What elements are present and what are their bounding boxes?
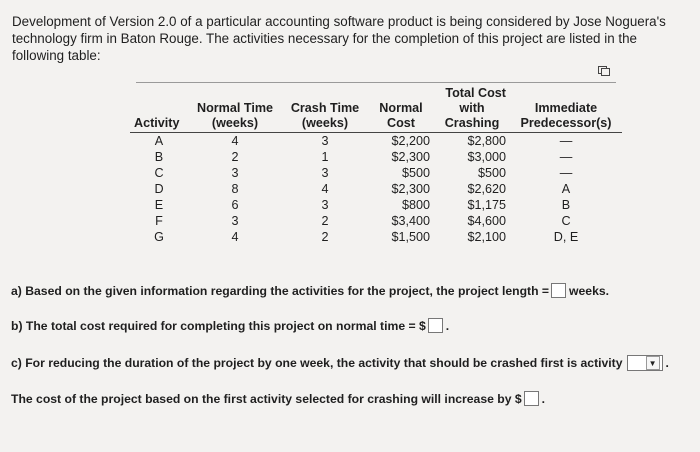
cell-normal-cost: $3,400 (391, 214, 430, 228)
cell-predecessors: — (559, 134, 573, 148)
cell-total-cost: $2,800 (467, 134, 506, 148)
normal-cost-input[interactable] (428, 318, 443, 333)
header-normal-time-l1: Normal Time (196, 101, 274, 115)
header-predecessors-l2: Predecessor(s) (510, 116, 622, 133)
question-b-text: b) The total cost required for completing this project on normal time = $ (11, 318, 426, 333)
cell-crash-time: 4 (321, 182, 329, 196)
cell-predecessors: — (559, 166, 573, 180)
cell-total-cost: $2,620 (467, 182, 506, 196)
cell-total-cost: $2,100 (467, 230, 506, 244)
cell-normal-time: 4 (231, 134, 239, 148)
cell-total-cost: $3,000 (467, 150, 506, 164)
cell-crash-time: 3 (321, 134, 329, 148)
problem-intro: Development of Version 2.0 of a particular accounting software product is being considered by Jose Noguera's technology firm in Baton Rouge. The activities necessary for the completion of this project are listed in the following table: (12, 14, 666, 63)
crash-activity-dropdown[interactable] (627, 355, 663, 371)
header-normal-cost-l1: Normal (379, 101, 423, 115)
cell-activity: E (154, 198, 164, 212)
question-c (11, 355, 669, 371)
cell-total-cost: $4,600 (467, 214, 506, 228)
cell-normal-time: 2 (231, 150, 239, 164)
header-normal-time-l2: (weeks) (188, 116, 282, 133)
cell-normal-cost: $2,300 (391, 182, 430, 196)
question-a-unit: weeks. (569, 283, 610, 298)
header-crash-time-l1: Crash Time (290, 101, 360, 115)
cell-normal-time: 3 (231, 166, 239, 180)
header-total-cost-l2: with (459, 101, 485, 115)
question-c-text: c) For reducing the duration of the project by one week, the activity that should be crashed first is activity (11, 356, 623, 370)
cell-total-cost: $1,175 (467, 198, 506, 212)
cell-normal-cost: $800 (401, 198, 430, 212)
cell-crash-time: 2 (321, 230, 329, 244)
cell-predecessors: — (559, 150, 573, 164)
cell-normal-cost: $500 (401, 166, 430, 180)
header-total-cost-l1: Total Cost (445, 86, 506, 100)
question-a-text: a) Based on the given information regarding the activities for the project, the project length = (11, 283, 550, 298)
question-b (11, 318, 449, 333)
cell-activity: B (154, 150, 164, 164)
activity-table (130, 86, 622, 245)
table-row (130, 213, 622, 229)
header-total-cost-l3: Crashing (434, 116, 510, 133)
cell-predecessors: A (561, 182, 571, 196)
header-crash-time-l2: (weeks) (282, 116, 368, 133)
cell-predecessors: D, E (553, 230, 579, 244)
table-row (130, 165, 622, 181)
table-row (130, 229, 622, 245)
cell-crash-time: 2 (321, 214, 329, 228)
project-length-input[interactable] (551, 283, 566, 298)
table-row (130, 197, 622, 213)
cell-activity: C (154, 166, 164, 180)
cell-normal-cost: $1,500 (391, 230, 430, 244)
dropdown-arrow-icon[interactable]: ▼ (646, 356, 660, 370)
table-row (130, 133, 622, 150)
cell-normal-time: 4 (231, 230, 239, 244)
cell-total-cost: $500 (477, 166, 506, 180)
cell-normal-cost: $2,300 (391, 150, 430, 164)
cost-increase-input[interactable] (524, 391, 539, 406)
cell-predecessors: B (561, 198, 571, 212)
cell-crash-time: 3 (321, 198, 329, 212)
cell-predecessors: C (561, 214, 571, 228)
header-activity: Activity (130, 116, 188, 133)
question-d-text: The cost of the project based on the first activity selected for crashing will increase by $ (11, 391, 522, 406)
cell-crash-time: 1 (321, 150, 329, 164)
cell-normal-time: 8 (231, 182, 239, 196)
cell-activity: D (154, 182, 164, 196)
table-row (130, 149, 622, 165)
cell-normal-time: 6 (231, 198, 239, 212)
question-a (11, 283, 609, 298)
copy-icon[interactable] (598, 66, 610, 76)
question-b-end: . (445, 318, 450, 333)
cell-activity: A (154, 134, 164, 148)
cell-normal-time: 3 (231, 214, 239, 228)
header-normal-cost-l2: Cost (368, 116, 434, 133)
header-predecessors-l1: Immediate (534, 101, 598, 115)
question-d (11, 391, 545, 406)
question-d-end: . (541, 391, 546, 406)
question-c-end: . (665, 356, 669, 370)
cell-activity: F (155, 214, 163, 228)
cell-activity: G (154, 230, 164, 244)
cell-normal-cost: $2,200 (391, 134, 430, 148)
table-top-rule (136, 82, 616, 83)
table-row (130, 181, 622, 197)
cell-crash-time: 3 (321, 166, 329, 180)
